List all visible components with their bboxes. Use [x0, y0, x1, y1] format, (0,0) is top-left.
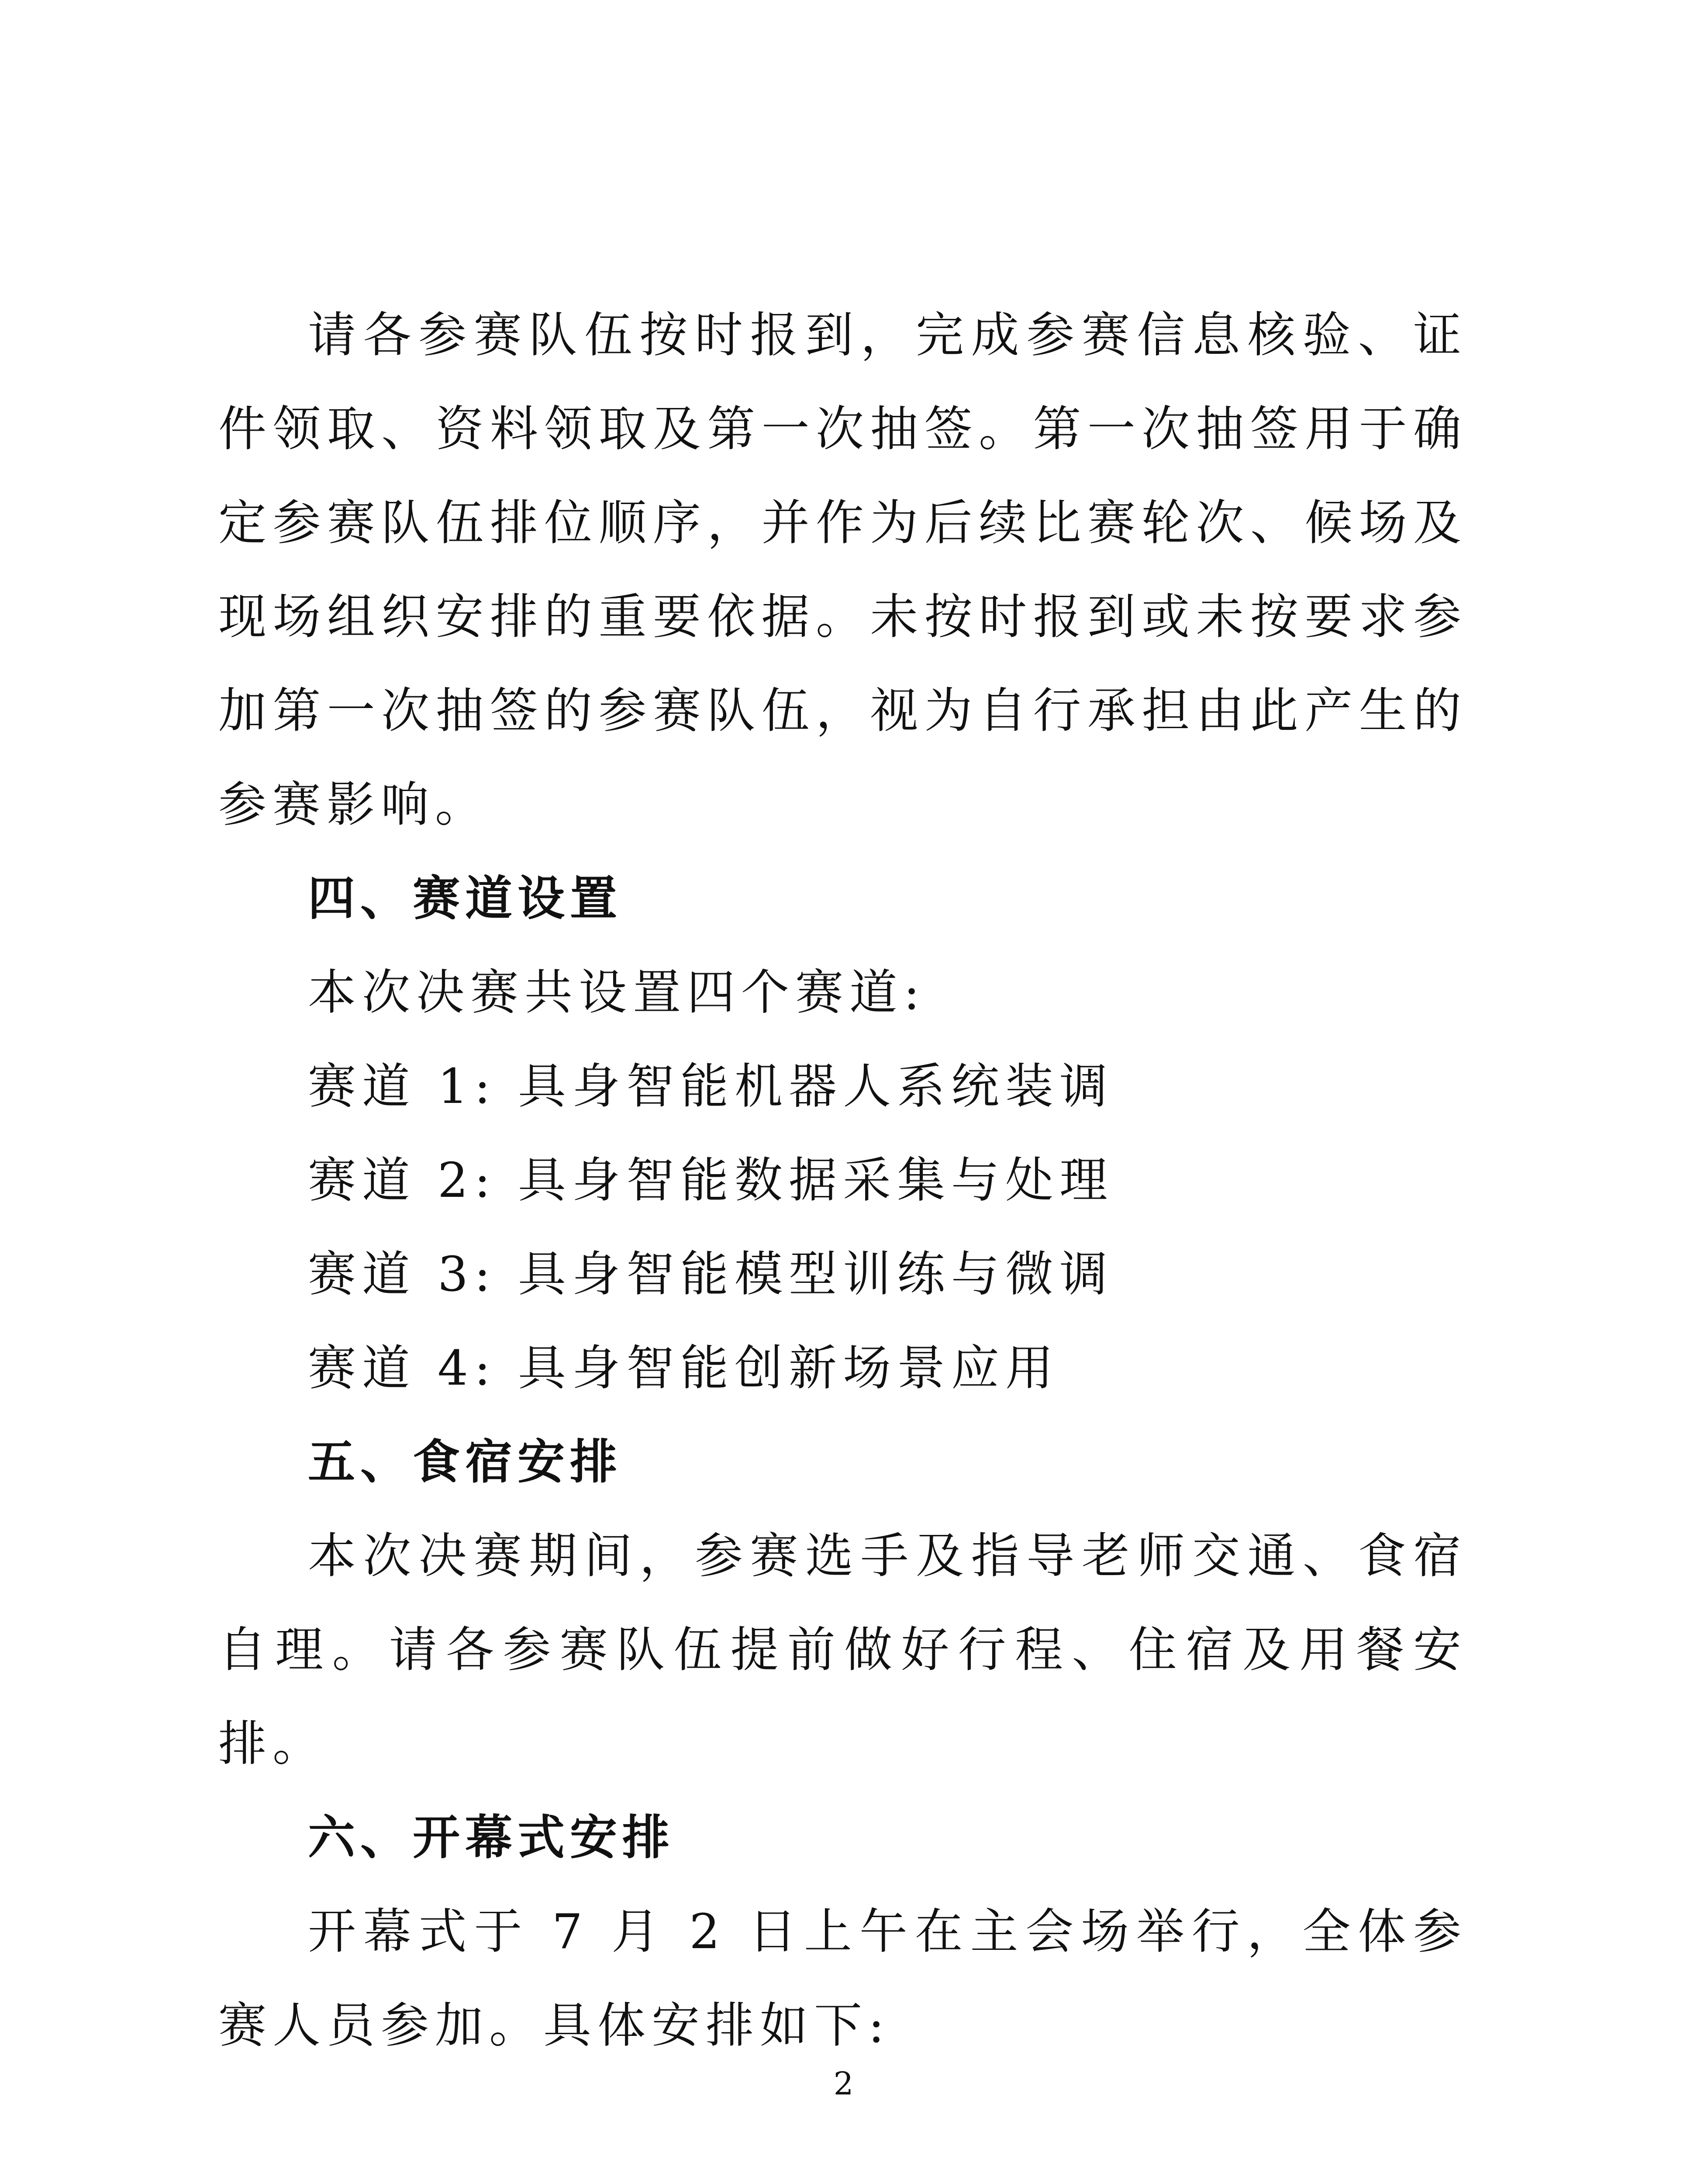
- section-heading-tracks: 四、赛道设置: [308, 871, 623, 926]
- track-item-1: 赛道 1: 具身智能机器人系统装调: [308, 1058, 1114, 1114]
- track-item-2: 赛道 2: 具身智能数据采集与处理: [308, 1152, 1114, 1208]
- track-item-3: 赛道 3: 具身智能模型训练与微调: [308, 1246, 1114, 1302]
- accommodation-paragraph: 本次决赛期间，参赛选手及指导老师交通、食宿自理。请各参赛队伍提前做好行程、住宿及用餐安排。: [218, 1528, 1467, 1772]
- registration-paragraph: 请各参赛队伍按时报到，完成参赛信息核验、证件领取、资料领取及第一次抽签。第一次抽签用于确定参赛队伍排位顺序，并作为后续比赛轮次、候场及现场组织安排的重要依据。未按时报到或未按要求参加第一次抽签的参赛队伍，视为自行承担由此产生的参赛影响。: [218, 307, 1467, 833]
- section-heading-opening-ceremony: 六、开幕式安排: [308, 1811, 675, 1865]
- track-item-4: 赛道 4: 具身智能创新场景应用: [308, 1340, 1059, 1396]
- document-body: [218, 288, 1467, 2073]
- opening-ceremony-paragraph: 开幕式于 7 月 2 日上午在主会场举行，全体参赛人员参加。具体安排如下:: [218, 1904, 1467, 2053]
- page-number: 2: [833, 2065, 854, 2102]
- tracks-intro: 本次决赛共设置四个赛道:: [308, 964, 926, 1020]
- section-heading-accommodation: 五、食宿安排: [308, 1435, 623, 1489]
